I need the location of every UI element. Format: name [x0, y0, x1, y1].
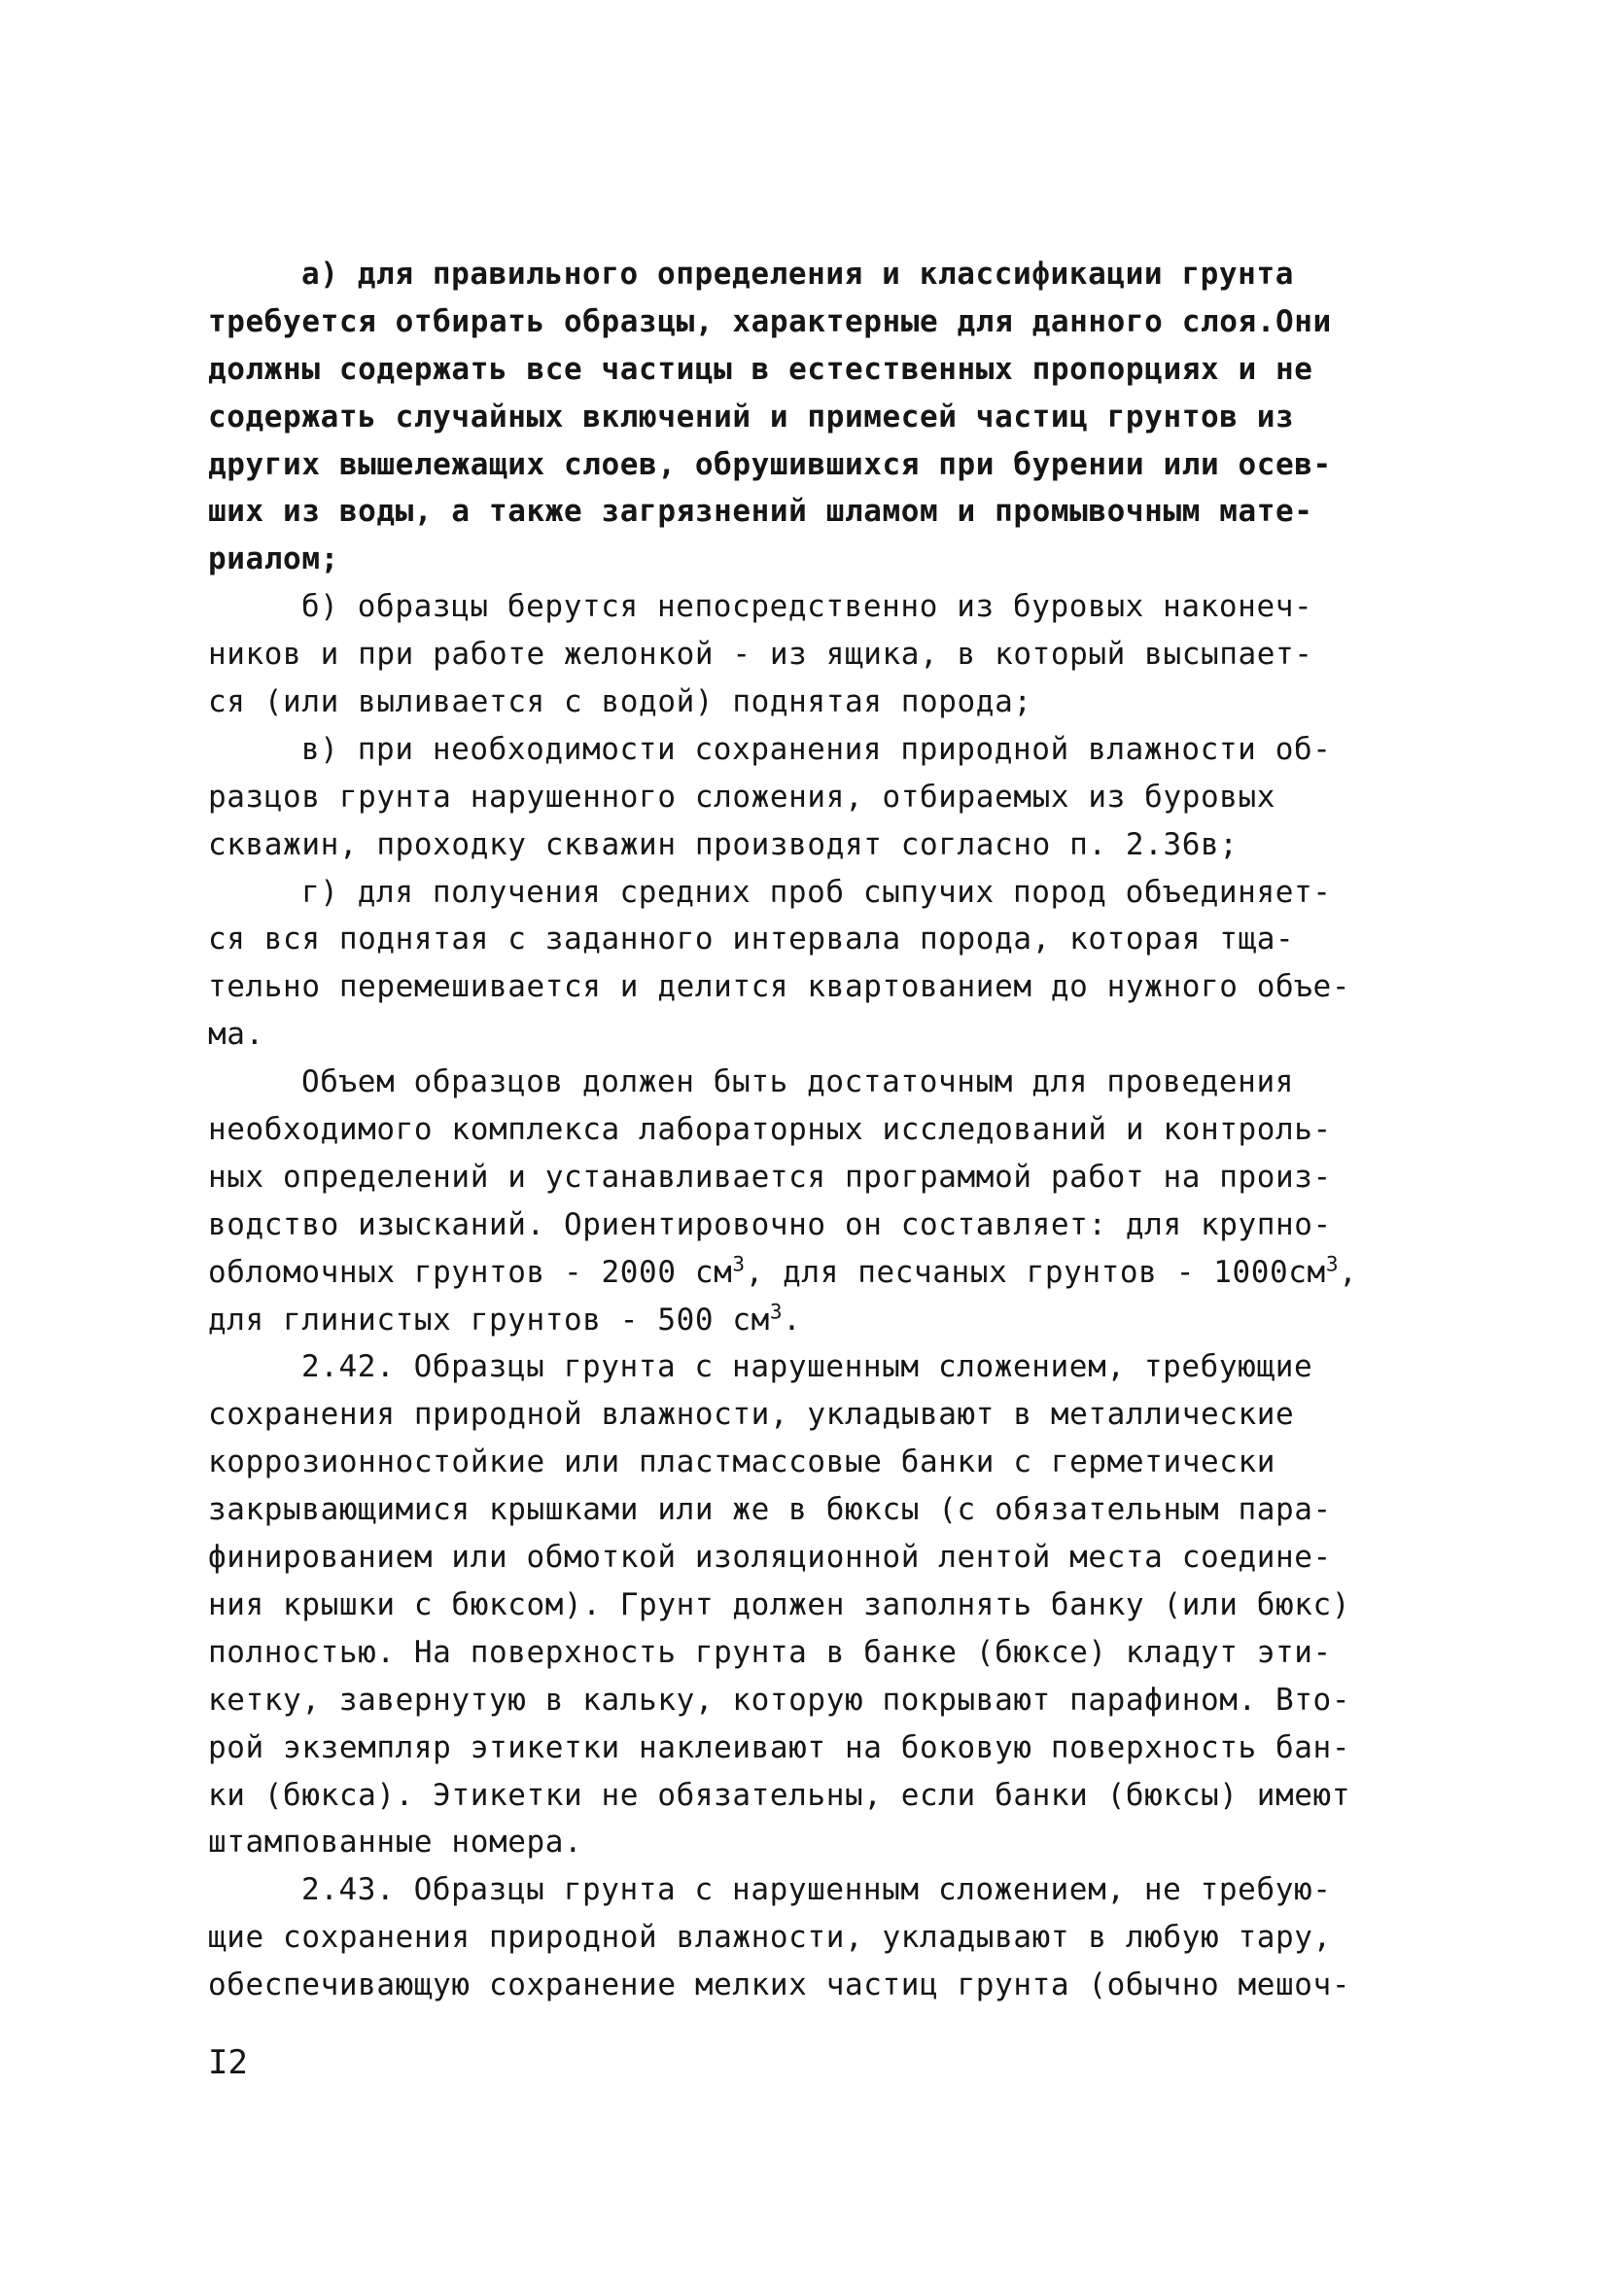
text-line: коррозионностойкие или пластмассовые банки с герметически	[208, 1444, 1276, 1480]
volume-text-b: , для песчаных грунтов - 1000см	[745, 1254, 1326, 1290]
text-line: водство изысканий. Ориентировочно он составляет: для крупно-	[208, 1206, 1332, 1242]
text-line: б) образцы берутся непосредственно из буровых наконеч-	[301, 589, 1313, 625]
text-line: штампованные номера.	[208, 1825, 583, 1861]
text-line: требуется отбирать образцы, характерные для данного слоя.Они	[208, 303, 1332, 339]
text-line: закрывающимися крышками или же в бюксы (с обязательным пара-	[208, 1492, 1332, 1528]
text-line: в) при необходимости сохранения природной влажности об-	[301, 731, 1332, 767]
text-line: щие сохранения природной влажности, укладывают в любую тару,	[208, 1920, 1332, 1956]
text-line: г) для получения средних проб сыпучих пород объединяет-	[301, 874, 1332, 910]
superscript-cube: 3	[1325, 1252, 1340, 1276]
text-line: 2.42. Образцы грунта с нарушенным сложением, требующие	[301, 1349, 1313, 1385]
volume-text-c: ,	[1339, 1254, 1358, 1290]
text-line-volume-2	[208, 1297, 1414, 1344]
volume-text-b: .	[783, 1302, 802, 1338]
text-line: ших из воды, а также загрязнений шламом и промывочным мате-	[208, 494, 1313, 530]
text-line: финированием или обмоткой изоляционной лентой места соедине-	[208, 1540, 1332, 1576]
paragraphs-bottom	[208, 1343, 1414, 2008]
text-line: содержать случайных включений и примесей частиц грунтов из	[208, 399, 1295, 435]
superscript-cube: 3	[769, 1300, 784, 1324]
volume-text-a: для глинистых грунтов - 500 см	[208, 1302, 770, 1338]
text-line: ников и при работе желонкой - из ящика, в который высыпает-	[208, 637, 1313, 673]
text-line: разцов грунта нарушенного сложения, отбираемых из буровых	[208, 779, 1276, 815]
document-body	[208, 251, 1414, 2009]
text-line: необходимого комплекса лабораторных исследований и контроль-	[208, 1112, 1332, 1148]
text-line: а) для правильного определения и классификации грунта	[301, 257, 1294, 292]
text-line: ся (или выливается с водой) поднятая порода;	[208, 684, 1032, 720]
page-number: I2	[208, 2043, 248, 2082]
text-line: ния крышки с бюксом). Грунт должен заполнять банку (или бюкс)	[208, 1586, 1351, 1622]
text-line: кетку, завернутую в кальку, которую покрывают парафином. Вто-	[208, 1682, 1351, 1718]
text-line: скважин, проходку скважин производят согласно п. 2.36в;	[208, 826, 1239, 862]
text-line: полностью. На поверхность грунта в банке (бюксе) кладут эти-	[208, 1634, 1332, 1670]
superscript-cube: 3	[732, 1252, 746, 1276]
text-line: ма.	[208, 1017, 264, 1053]
text-line: обеспечивающую сохранение мелких частиц грунта (обычно мешоч-	[208, 1967, 1351, 2003]
text-line: других вышележащих слоев, обрушившихся при бурении или осев-	[208, 446, 1332, 482]
text-line-volume-1	[208, 1249, 1414, 1297]
text-line: ся вся поднятая с заданного интервала порода, которая тща-	[208, 922, 1295, 957]
text-line: сохранения природной влажности, укладывают в металлические	[208, 1397, 1295, 1433]
volume-text-a: обломочных грунтов - 2000 см	[208, 1254, 733, 1290]
text-line: 2.43. Образцы грунта с нарушенным сложением, не требую-	[301, 1872, 1332, 1908]
text-line: тельно перемешивается и делится квартованием до нужного объе-	[208, 969, 1351, 1005]
text-line: риалом;	[208, 541, 339, 577]
text-line: Объем образцов должен быть достаточным для проведения	[301, 1064, 1294, 1100]
text-line: должны содержать все частицы в естественных пропорциях и не	[208, 351, 1313, 387]
text-line: ки (бюкса). Этикетки не обязательны, если банки (бюксы) имеют	[208, 1777, 1351, 1813]
text-line: ных определений и устанавливается программой работ на произ-	[208, 1159, 1332, 1195]
paragraphs-top	[208, 251, 1414, 1249]
text-line: рой экземпляр этикетки наклеивают на боковую поверхность бан-	[208, 1729, 1351, 1765]
